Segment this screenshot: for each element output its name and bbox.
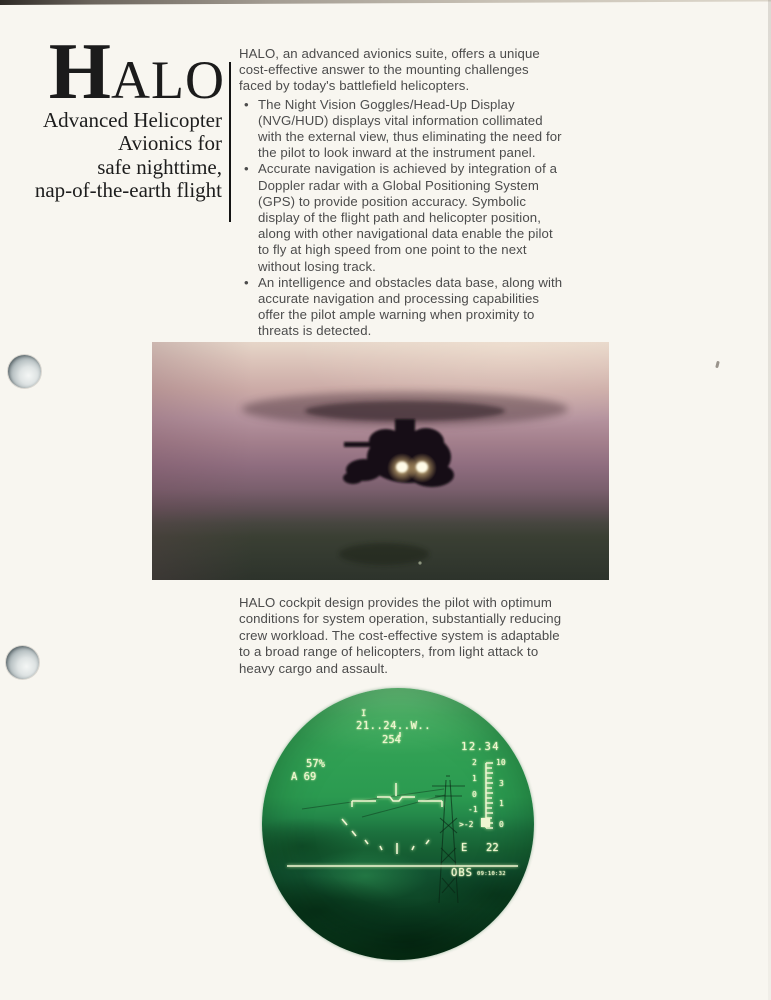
page-subtitle: [20, 109, 222, 202]
vsi-label-left: -1: [468, 805, 478, 814]
hud-obs-digits: 09:10:32: [477, 871, 506, 877]
vsi-label-left: 2: [472, 758, 477, 767]
hud-clock: 12.34: [461, 741, 501, 753]
scan-top-edge: [0, 0, 771, 5]
hole-punch-bottom: [6, 646, 39, 679]
helicopter-photo: [152, 342, 609, 580]
vertical-rule: [229, 62, 231, 222]
page-title: [25, 28, 225, 116]
hud-heading-tape: 21..24..W..: [356, 720, 432, 732]
power-lines: [302, 789, 445, 817]
hud-airspeed: A 69: [291, 771, 317, 783]
subtitle-line: safe nighttime,: [97, 154, 222, 179]
vsi-marker-box: [481, 818, 490, 827]
vsi-label-right: 10: [496, 758, 506, 767]
hud-compass-value: 22: [486, 842, 499, 854]
helicopter-silhouette: [152, 342, 609, 580]
vsi-label-left: >-2: [459, 820, 474, 829]
caption-paragraph: HALO cockpit design provides the pilot with optimum conditions for system operation, substantially reducing crew workload. The cost-effective system is adaptable to a broad range of helicopters, from light attack to heavy cargo and assault.: [239, 595, 562, 676]
scan-speck: [715, 361, 720, 369]
hud-torque: 57%: [306, 758, 325, 770]
title-drop-cap: H: [48, 28, 112, 116]
subtitle-line: Advanced Helicopter: [42, 108, 222, 132]
intro-column: [239, 46, 565, 340]
vsi-label-right: 1: [499, 799, 504, 808]
hud-heading-value: 254: [382, 734, 401, 746]
bank-scale: [342, 819, 429, 854]
vsi-label-right: 3: [499, 779, 504, 788]
hud-obs-label: OBS: [451, 867, 473, 879]
hud-compass-letter: E: [461, 842, 468, 854]
intro-paragraph: HALO, an advanced avionics suite, offers a unique cost-effective answer to the mounting challenges faced by today's battlefield helicopters.: [239, 46, 540, 94]
subtitle-line: Avionics for: [117, 131, 222, 156]
flight-path-marker: [377, 783, 415, 801]
feature-list: [239, 97, 565, 340]
feature-item: • An intelligence and obstacles data base, along with accurate navigation and processing capabilities offer the pilot ample warning when proximity to threats is detected.: [239, 275, 565, 340]
vsi-label-left: 0: [472, 790, 477, 799]
title-rest: ALO: [111, 50, 225, 110]
refueling-probe: [344, 442, 386, 447]
subtitle-line: nap-of-the-earth flight: [34, 177, 222, 202]
transmission-tower: [432, 776, 468, 903]
vsi-label-right: 0: [499, 820, 504, 829]
hud-top-marker: I: [361, 709, 367, 719]
nvg-hud-view: [262, 688, 534, 960]
hole-punch-top: [8, 355, 41, 388]
vsi-label-left: 1: [472, 774, 477, 783]
hover-brackets: [352, 801, 442, 807]
feature-item: • The Night Vision Goggles/Head-Up Display (NVG/HUD) displays vital information collimated with the external view, thus eliminating the need for the pilot to look inward at the instrument panel.: [239, 97, 565, 162]
ground-detail: [339, 543, 429, 565]
feature-item: • Accurate navigation is achieved by integration of a Doppler radar with a Global Positioning System (GPS) to provide position accuracy. Symbolic display of the flight path and helicopter position, along with other navigational data enable the pilot to fly at high speed from one point to the next without losing track.: [239, 161, 565, 274]
landing-lights: [387, 453, 437, 483]
